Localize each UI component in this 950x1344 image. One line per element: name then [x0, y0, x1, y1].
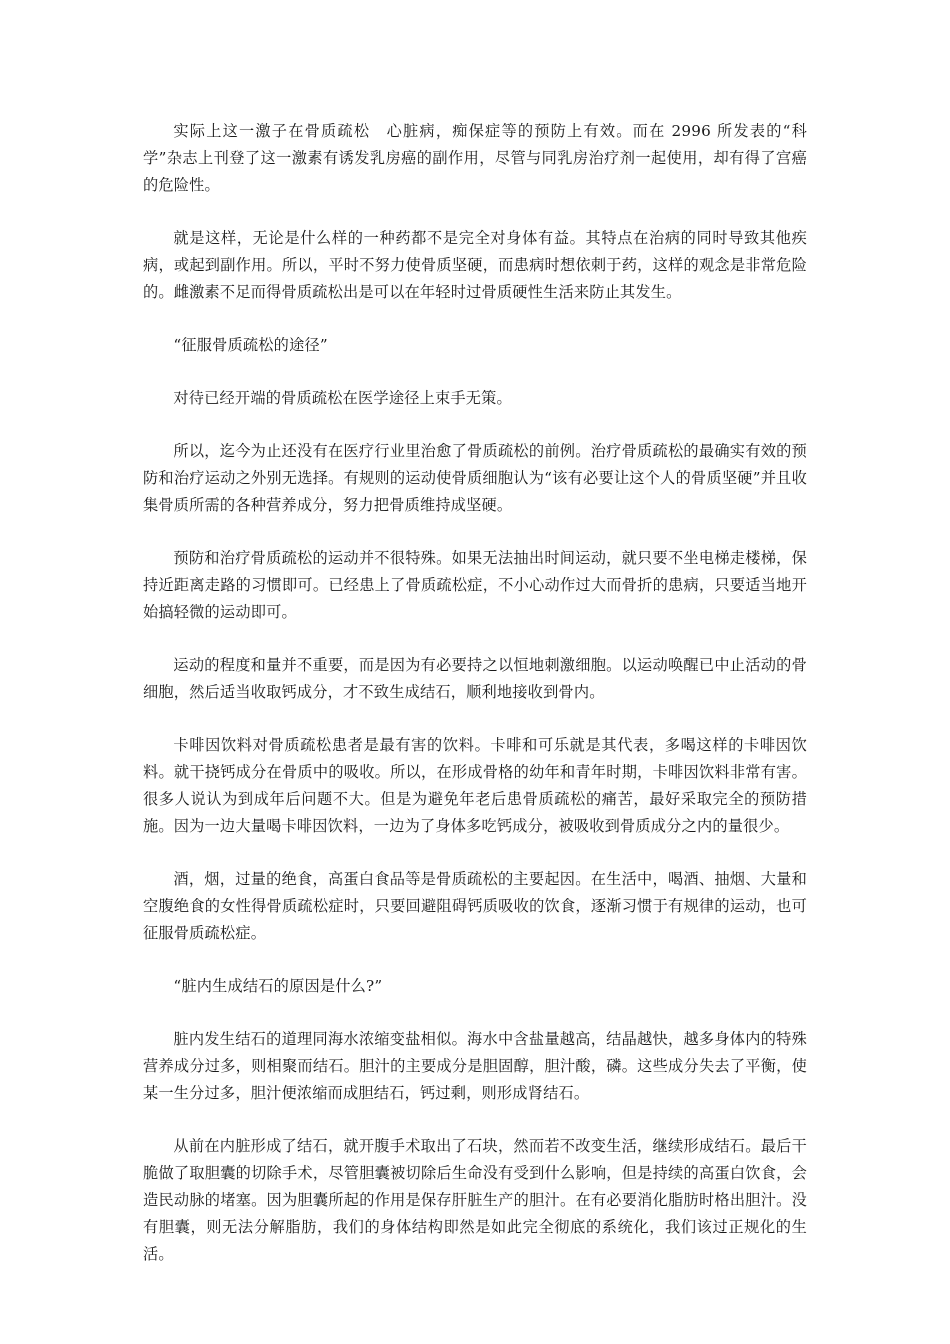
paragraph-exercise-simple: 预防和治疗骨质疏松的运动并不很特殊。如果无法抽出时间运动，就只要不坐电梯走楼梯，保持近距离走路的习惯即可。已经患上了骨质疏松症，不小心动作过大而骨折的患病，只要适当地开始搞轻微的运动即可。 [143, 549, 807, 621]
paragraph-drug-risk: 就是这样，无论是什么样的一种药都不是完全对身体有益。其特点在治病的同时导致其他疾病，或起到副作用。所以，平时不努力使骨质坚硬，而患病时想依刺于药，这样的观念是非常危险的。雌激素不足而得骨质疏松出是可以在年轻时过骨质硬性生活来防止其发生。 [143, 229, 807, 301]
paragraph-caffeine: 卡啡因饮料对骨质疏松患者是最有害的饮料。卡啡和可乐就是其代表，多喝这样的卡啡因饮料。就干挠钙成分在骨质中的吸收。所以，在形成骨格的幼年和青年时期，卡啡因饮料非常有害。很多人说认为到成年后问题不大。但是为避免年老后患骨质疏松的痛苦，最好采取完全的预防措施。因为一边大量喝卡啡因饮料，一边为了身体多吃钙成分，被吸收到骨质成分之内的量很少。 [143, 736, 807, 835]
paragraph-no-cure: 对待已经开端的骨质疏松在医学途径上束手无策。 [173, 389, 512, 407]
section-heading-conquer-osteoporosis: “征服骨质疏松的途径” [173, 336, 328, 354]
section-heading-stones: “脏内生成结石的原因是什么?” [173, 977, 383, 995]
paragraph-stone-formation: 脏内发生结石的道理同海水浓缩变盐相似。海水中含盐量越高，结晶越快，越多身体内的特殊营养成分过多，则相聚而结石。胆汁的主要成分是胆固醇，胆汁酸，磷。这些成分失去了平衡，使某一生分过多，胆汁便浓缩而成胆结石，钙过剩，则形成肾结石。 [143, 1030, 807, 1102]
paragraph-estrogen: 实际上这一激子在骨质疏松 心脏病，痴保症等的预防上有效。而在 2996 所发表的“科学”杂志上刊登了这一激素有诱发乳房癌的副作用，尽管与同乳房治疗剂一起使用，却有得了宫癌的危险性。 [143, 122, 807, 194]
paragraph-exercise: 所以，迄今为止还没有在医疗行业里治愈了骨质疏松的前例。治疗骨质疏松的最确实有效的预防和治疗运动之外别无选择。有规则的运动使骨质细胞认为“该有必要让这个人的骨质坚硬”并且收集骨质所需的各种营养成分，努力把骨质维持成坚硬。 [143, 442, 807, 514]
document-page [143, 118, 807, 1294]
paragraph-causes: 酒，烟，过量的绝食，高蛋白食品等是骨质疏松的主要起因。在生活中，喝酒、抽烟、大量和空腹绝食的女性得骨质疏松症时，只要回避阻碍钙质吸收的饮食，逐渐习惯于有规律的运动，也可征服骨质疏松症。 [143, 870, 807, 942]
paragraph-exercise-consistency: 运动的程度和量并不重要，而是因为有必要持之以恒地刺激细胞。以运动唤醒已中止活动的骨细胞，然后适当收取钙成分，才不致生成结石，顺利地接收到骨内。 [143, 656, 807, 701]
paragraph-gallbladder: 从前在内脏形成了结石，就开腹手术取出了石块，然而若不改变生活，继续形成结石。最后干脆做了取胆囊的切除手术，尽管胆囊被切除后生命没有受到什么影响，但是持续的高蛋白饮食，会造民动脉的堵塞。因为胆囊所起的作用是保存肝脏生产的胆汁。在有必要消化脂肪时格出胆汁。没有胆囊，则无法分解脂肪，我们的身体结构即然是如此完全彻底的系统化，我们该过正规化的生活。 [143, 1137, 807, 1263]
